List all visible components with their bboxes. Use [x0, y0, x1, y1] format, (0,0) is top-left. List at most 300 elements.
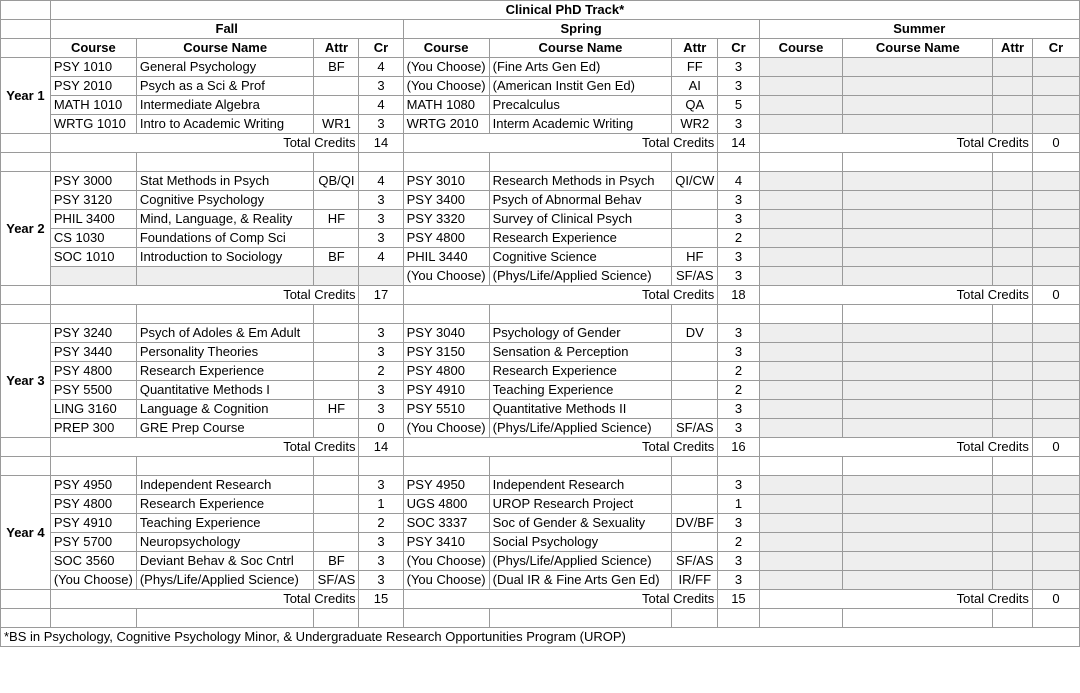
column-header-row: [1, 39, 1080, 58]
course-attr: [672, 191, 718, 210]
course-code: PSY 5700: [50, 533, 136, 552]
summer-empty-cell: [993, 324, 1033, 343]
total-credits-label: Total Credits: [403, 590, 718, 609]
course-name: Intro to Academic Writing: [136, 115, 314, 134]
course-name: Teaching Experience: [136, 514, 314, 533]
course-row: [1, 552, 1080, 571]
empty-cell: [489, 457, 672, 476]
course-attr: [672, 533, 718, 552]
empty-cell: [718, 609, 759, 628]
course-code: CS 1030: [50, 229, 136, 248]
total-credits-value: 15: [359, 590, 403, 609]
course-name: Language & Cognition: [136, 400, 314, 419]
course-name: (Phys/Life/Applied Science): [489, 552, 672, 571]
course-attr: [672, 495, 718, 514]
summer-empty-cell: [993, 419, 1033, 438]
year-label: Year 3: [1, 324, 51, 438]
course-credits: 3: [718, 419, 759, 438]
course-code: SOC 3560: [50, 552, 136, 571]
summer-empty-cell: [843, 552, 993, 571]
empty-cell: [1, 1, 51, 20]
empty-cell: [314, 609, 359, 628]
column-header: Cr: [359, 39, 403, 58]
empty-cell: [489, 153, 672, 172]
course-name: Cognitive Science: [489, 248, 672, 267]
course-credits: 1: [359, 495, 403, 514]
course-attr: [672, 400, 718, 419]
empty-cell: [1, 438, 51, 457]
course-name: Sensation & Perception: [489, 343, 672, 362]
summer-empty-cell: [1032, 58, 1079, 77]
column-header: Attr: [672, 39, 718, 58]
title-row: [1, 1, 1080, 20]
year-label: Year 2: [1, 172, 51, 286]
total-credits-value: 0: [1032, 134, 1079, 153]
total-credits-row: [1, 438, 1080, 457]
empty-cell: [403, 305, 489, 324]
total-credits-value: 15: [718, 590, 759, 609]
course-name: (Phys/Life/Applied Science): [489, 419, 672, 438]
column-header: Cr: [1032, 39, 1079, 58]
course-credits: 4: [359, 248, 403, 267]
course-row: [1, 571, 1080, 590]
summer-empty-cell: [993, 381, 1033, 400]
summer-empty-cell: [1032, 495, 1079, 514]
course-name: Independent Research: [136, 476, 314, 495]
course-row: [1, 400, 1080, 419]
course-name: General Psychology: [136, 58, 314, 77]
course-name: Psychology of Gender: [489, 324, 672, 343]
course-name: UROP Research Project: [489, 495, 672, 514]
column-header: Course: [759, 39, 843, 58]
empty-cell: [759, 153, 843, 172]
empty-cell: [136, 153, 314, 172]
course-credits: 3: [718, 552, 759, 571]
course-name: GRE Prep Course: [136, 419, 314, 438]
course-credits: 5: [718, 96, 759, 115]
summer-empty-cell: [1032, 229, 1079, 248]
course-attr: WR2: [672, 115, 718, 134]
course-credits: 3: [359, 229, 403, 248]
summer-empty-cell: [1032, 533, 1079, 552]
course-code: PSY 4800: [50, 495, 136, 514]
spacer-row: [1, 305, 1080, 324]
summer-empty-cell: [759, 495, 843, 514]
summer-empty-cell: [1032, 419, 1079, 438]
course-code: WRTG 1010: [50, 115, 136, 134]
total-credits-label: Total Credits: [50, 590, 359, 609]
course-credits: 3: [359, 533, 403, 552]
course-name: Mind, Language, & Reality: [136, 210, 314, 229]
course-credits: 3: [718, 400, 759, 419]
course-credits: 3: [718, 77, 759, 96]
course-credits: 3: [718, 476, 759, 495]
course-code: (You Choose): [403, 58, 489, 77]
empty-cell: [759, 457, 843, 476]
course-row: [1, 324, 1080, 343]
course-row: [1, 362, 1080, 381]
course-code: PSY 4800: [403, 362, 489, 381]
course-attr: QA: [672, 96, 718, 115]
course-attr: SF/AS: [314, 571, 359, 590]
course-code: UGS 4800: [403, 495, 489, 514]
course-attr: FF: [672, 58, 718, 77]
course-attr: [314, 495, 359, 514]
total-credits-value: 14: [718, 134, 759, 153]
course-attr: [314, 267, 359, 286]
summer-empty-cell: [759, 400, 843, 419]
course-credits: 4: [718, 172, 759, 191]
summer-empty-cell: [759, 229, 843, 248]
course-code: SOC 3337: [403, 514, 489, 533]
empty-cell: [1, 20, 51, 39]
course-code: LING 3160: [50, 400, 136, 419]
course-attr: SF/AS: [672, 419, 718, 438]
course-code: WRTG 2010: [403, 115, 489, 134]
course-attr: [314, 343, 359, 362]
course-credits: 3: [359, 476, 403, 495]
column-header: Attr: [993, 39, 1033, 58]
summer-empty-cell: [759, 514, 843, 533]
course-row: [1, 77, 1080, 96]
total-credits-value: 16: [718, 438, 759, 457]
course-attr: [314, 191, 359, 210]
course-credits: 3: [359, 571, 403, 590]
course-attr: [314, 419, 359, 438]
summer-empty-cell: [759, 362, 843, 381]
course-row: [1, 381, 1080, 400]
course-name: Interm Academic Writing: [489, 115, 672, 134]
summer-empty-cell: [843, 172, 993, 191]
course-attr: [314, 533, 359, 552]
course-credits: 1: [718, 495, 759, 514]
empty-cell: [50, 153, 136, 172]
course-row: [1, 191, 1080, 210]
empty-cell: [359, 457, 403, 476]
column-header: Course Name: [843, 39, 993, 58]
course-name: Psych of Adoles & Em Adult: [136, 324, 314, 343]
summer-empty-cell: [759, 533, 843, 552]
course-code: PSY 3120: [50, 191, 136, 210]
summer-empty-cell: [993, 552, 1033, 571]
course-code: PSY 4800: [50, 362, 136, 381]
empty-cell: [672, 153, 718, 172]
empty-cell: [993, 457, 1033, 476]
course-attr: [314, 324, 359, 343]
course-name: Soc of Gender & Sexuality: [489, 514, 672, 533]
summer-empty-cell: [993, 229, 1033, 248]
course-attr: [314, 476, 359, 495]
summer-empty-cell: [843, 77, 993, 96]
column-header: Course: [403, 39, 489, 58]
course-row: [1, 229, 1080, 248]
course-row: [1, 495, 1080, 514]
summer-empty-cell: [843, 210, 993, 229]
term-header-spring: Spring: [403, 20, 759, 39]
empty-cell: [50, 457, 136, 476]
summer-empty-cell: [993, 533, 1033, 552]
course-code: (You Choose): [50, 571, 136, 590]
course-name: Cognitive Psychology: [136, 191, 314, 210]
course-credits: 3: [359, 381, 403, 400]
course-attr: BF: [314, 552, 359, 571]
summer-empty-cell: [759, 552, 843, 571]
course-attr: AI: [672, 77, 718, 96]
course-name: Introduction to Sociology: [136, 248, 314, 267]
course-row: [1, 419, 1080, 438]
empty-cell: [1, 286, 51, 305]
course-credits: 2: [718, 533, 759, 552]
course-row: [1, 58, 1080, 77]
course-name: Research Experience: [136, 362, 314, 381]
empty-cell: [993, 609, 1033, 628]
course-credits: 3: [718, 571, 759, 590]
course-credits: 3: [359, 324, 403, 343]
course-attr: [672, 210, 718, 229]
summer-empty-cell: [843, 362, 993, 381]
summer-empty-cell: [1032, 267, 1079, 286]
summer-empty-cell: [843, 419, 993, 438]
summer-empty-cell: [993, 400, 1033, 419]
course-attr: HF: [314, 400, 359, 419]
course-credits: 2: [359, 362, 403, 381]
summer-empty-cell: [759, 343, 843, 362]
summer-empty-cell: [1032, 191, 1079, 210]
column-header: Course Name: [136, 39, 314, 58]
total-credits-label: Total Credits: [759, 590, 1032, 609]
course-credits: 4: [359, 96, 403, 115]
course-attr: [672, 229, 718, 248]
empty-cell: [672, 457, 718, 476]
course-attr: [672, 343, 718, 362]
course-name: Research Experience: [489, 229, 672, 248]
summer-empty-cell: [843, 248, 993, 267]
total-credits-row: [1, 134, 1080, 153]
spacer-row: [1, 457, 1080, 476]
total-credits-label: Total Credits: [759, 438, 1032, 457]
course-attr: SF/AS: [672, 267, 718, 286]
empty-cell: [359, 609, 403, 628]
course-code: PSY 3410: [403, 533, 489, 552]
total-credits-value: 0: [1032, 438, 1079, 457]
column-header: Cr: [718, 39, 759, 58]
course-attr: [314, 514, 359, 533]
course-attr: [672, 362, 718, 381]
summer-empty-cell: [1032, 571, 1079, 590]
course-code: PSY 4910: [50, 514, 136, 533]
course-code: (You Choose): [403, 571, 489, 590]
summer-empty-cell: [843, 58, 993, 77]
course-code: [50, 267, 136, 286]
summer-empty-cell: [993, 476, 1033, 495]
course-attr: [314, 77, 359, 96]
summer-empty-cell: [993, 115, 1033, 134]
course-credits: 2: [718, 381, 759, 400]
summer-empty-cell: [1032, 324, 1079, 343]
empty-cell: [1032, 305, 1079, 324]
course-row: [1, 476, 1080, 495]
total-credits-row: [1, 590, 1080, 609]
course-code: PREP 300: [50, 419, 136, 438]
summer-empty-cell: [759, 77, 843, 96]
total-credits-label: Total Credits: [50, 134, 359, 153]
summer-empty-cell: [759, 58, 843, 77]
empty-cell: [136, 305, 314, 324]
course-code: SOC 1010: [50, 248, 136, 267]
course-credits: 2: [718, 362, 759, 381]
summer-empty-cell: [1032, 210, 1079, 229]
summer-empty-cell: [759, 115, 843, 134]
empty-cell: [759, 609, 843, 628]
summer-empty-cell: [993, 514, 1033, 533]
empty-cell: [314, 153, 359, 172]
course-credits: 3: [359, 77, 403, 96]
empty-cell: [489, 305, 672, 324]
course-code: PSY 3150: [403, 343, 489, 362]
summer-empty-cell: [993, 248, 1033, 267]
course-name: Quantitative Methods I: [136, 381, 314, 400]
course-code: PSY 2010: [50, 77, 136, 96]
total-credits-label: Total Credits: [403, 438, 718, 457]
summer-empty-cell: [993, 495, 1033, 514]
course-code: PSY 3240: [50, 324, 136, 343]
course-credits: 3: [718, 58, 759, 77]
empty-cell: [136, 457, 314, 476]
empty-cell: [50, 609, 136, 628]
summer-empty-cell: [843, 115, 993, 134]
empty-cell: [1032, 153, 1079, 172]
summer-empty-cell: [843, 476, 993, 495]
summer-empty-cell: [759, 324, 843, 343]
summer-empty-cell: [759, 210, 843, 229]
course-code: PHIL 3440: [403, 248, 489, 267]
column-header: Course Name: [489, 39, 672, 58]
empty-cell: [718, 305, 759, 324]
course-credits: 3: [359, 343, 403, 362]
empty-cell: [1, 134, 51, 153]
course-code: PSY 4950: [403, 476, 489, 495]
summer-empty-cell: [759, 96, 843, 115]
course-code: MATH 1080: [403, 96, 489, 115]
total-credits-value: 14: [359, 438, 403, 457]
course-credits: 3: [718, 343, 759, 362]
course-credits: 0: [359, 419, 403, 438]
summer-empty-cell: [993, 191, 1033, 210]
summer-empty-cell: [843, 324, 993, 343]
course-code: PSY 5510: [403, 400, 489, 419]
course-code: PSY 3400: [403, 191, 489, 210]
course-code: PSY 3010: [403, 172, 489, 191]
summer-empty-cell: [1032, 514, 1079, 533]
summer-empty-cell: [1032, 248, 1079, 267]
course-attr: QI/CW: [672, 172, 718, 191]
summer-empty-cell: [993, 571, 1033, 590]
summer-empty-cell: [993, 58, 1033, 77]
total-credits-label: Total Credits: [50, 286, 359, 305]
course-code: PSY 3320: [403, 210, 489, 229]
summer-empty-cell: [993, 172, 1033, 191]
total-credits-row: [1, 286, 1080, 305]
summer-empty-cell: [1032, 552, 1079, 571]
course-code: PSY 4910: [403, 381, 489, 400]
course-credits: 3: [718, 267, 759, 286]
empty-cell: [489, 609, 672, 628]
empty-cell: [50, 305, 136, 324]
course-row: [1, 533, 1080, 552]
empty-cell: [403, 153, 489, 172]
empty-cell: [1, 305, 51, 324]
summer-empty-cell: [759, 476, 843, 495]
course-code: PSY 3440: [50, 343, 136, 362]
summer-empty-cell: [843, 96, 993, 115]
empty-cell: [1032, 457, 1079, 476]
total-credits-label: Total Credits: [50, 438, 359, 457]
empty-cell: [359, 305, 403, 324]
empty-cell: [1, 609, 51, 628]
course-credits: 3: [718, 115, 759, 134]
course-row: [1, 96, 1080, 115]
summer-empty-cell: [993, 96, 1033, 115]
total-credits-value: 0: [1032, 286, 1079, 305]
course-attr: DV/BF: [672, 514, 718, 533]
course-credits: [359, 267, 403, 286]
course-credits: 3: [718, 248, 759, 267]
course-attr: BF: [314, 58, 359, 77]
empty-cell: [1, 153, 51, 172]
course-name: [136, 267, 314, 286]
empty-cell: [843, 305, 993, 324]
summer-empty-cell: [759, 191, 843, 210]
course-attr: [314, 229, 359, 248]
course-credits: 3: [718, 514, 759, 533]
course-name: (Dual IR & Fine Arts Gen Ed): [489, 571, 672, 590]
course-name: Intermediate Algebra: [136, 96, 314, 115]
empty-cell: [1, 590, 51, 609]
course-row: [1, 210, 1080, 229]
summer-empty-cell: [1032, 476, 1079, 495]
course-row: [1, 248, 1080, 267]
course-name: (Phys/Life/Applied Science): [489, 267, 672, 286]
course-name: Quantitative Methods II: [489, 400, 672, 419]
course-attr: QB/QI: [314, 172, 359, 191]
summer-empty-cell: [1032, 400, 1079, 419]
footnote-row: [1, 628, 1080, 647]
summer-empty-cell: [843, 514, 993, 533]
course-code: (You Choose): [403, 552, 489, 571]
course-name: Personality Theories: [136, 343, 314, 362]
course-name: Deviant Behav & Soc Cntrl: [136, 552, 314, 571]
total-credits-label: Total Credits: [759, 286, 1032, 305]
course-credits: 2: [718, 229, 759, 248]
course-credits: 3: [359, 400, 403, 419]
total-credits-label: Total Credits: [403, 286, 718, 305]
course-name: Survey of Clinical Psych: [489, 210, 672, 229]
course-name: Foundations of Comp Sci: [136, 229, 314, 248]
summer-empty-cell: [843, 343, 993, 362]
empty-cell: [1, 457, 51, 476]
course-credits: 3: [359, 552, 403, 571]
course-name: Precalculus: [489, 96, 672, 115]
spacer-row: [1, 153, 1080, 172]
course-row: [1, 267, 1080, 286]
course-name: Research Methods in Psych: [489, 172, 672, 191]
empty-cell: [843, 153, 993, 172]
course-name: (American Instit Gen Ed): [489, 77, 672, 96]
year-label: Year 4: [1, 476, 51, 590]
course-attr: BF: [314, 248, 359, 267]
course-attr: IR/FF: [672, 571, 718, 590]
course-credits: 3: [718, 324, 759, 343]
